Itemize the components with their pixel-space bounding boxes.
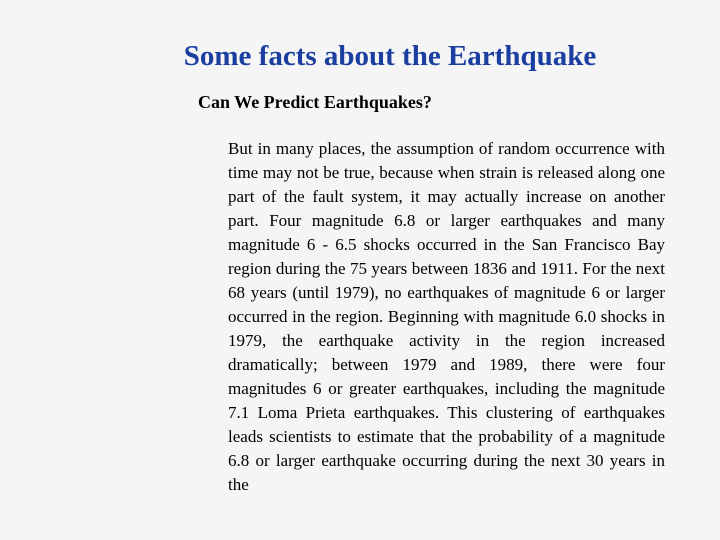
slide-body-text: But in many places, the assumption of random occurrence with time may not be true, because when strain is released along one part of the fault system, it may actually increase on another part. Four magnitude 6.8 or larger earthquakes and many magnitude 6 - 6.5 shocks occurred in the San Francisco Bay region during the 75 years between 1836 and 1911. For the next 68 years (until 1979), no earthquakes of magnitude 6 or larger occurred in the region. Beginning with magnitude 6.0 shocks in 1979, the earthquake activity in the region increased dramatically; between 1979 and 1989, there were four magnitudes 6 or greater earthquakes, including the magnitude 7.1 Loma Prieta earthquakes. This clustering of earthquakes leads scientists to estimate that the probability of a magnitude 6.8 or larger earthquake occurring during the next 30 years in the: [228, 139, 665, 494]
slide-title: Some facts about the Earthquake: [183, 40, 597, 72]
slide-subtitle: Can We Predict Earthquakes?: [198, 92, 432, 112]
